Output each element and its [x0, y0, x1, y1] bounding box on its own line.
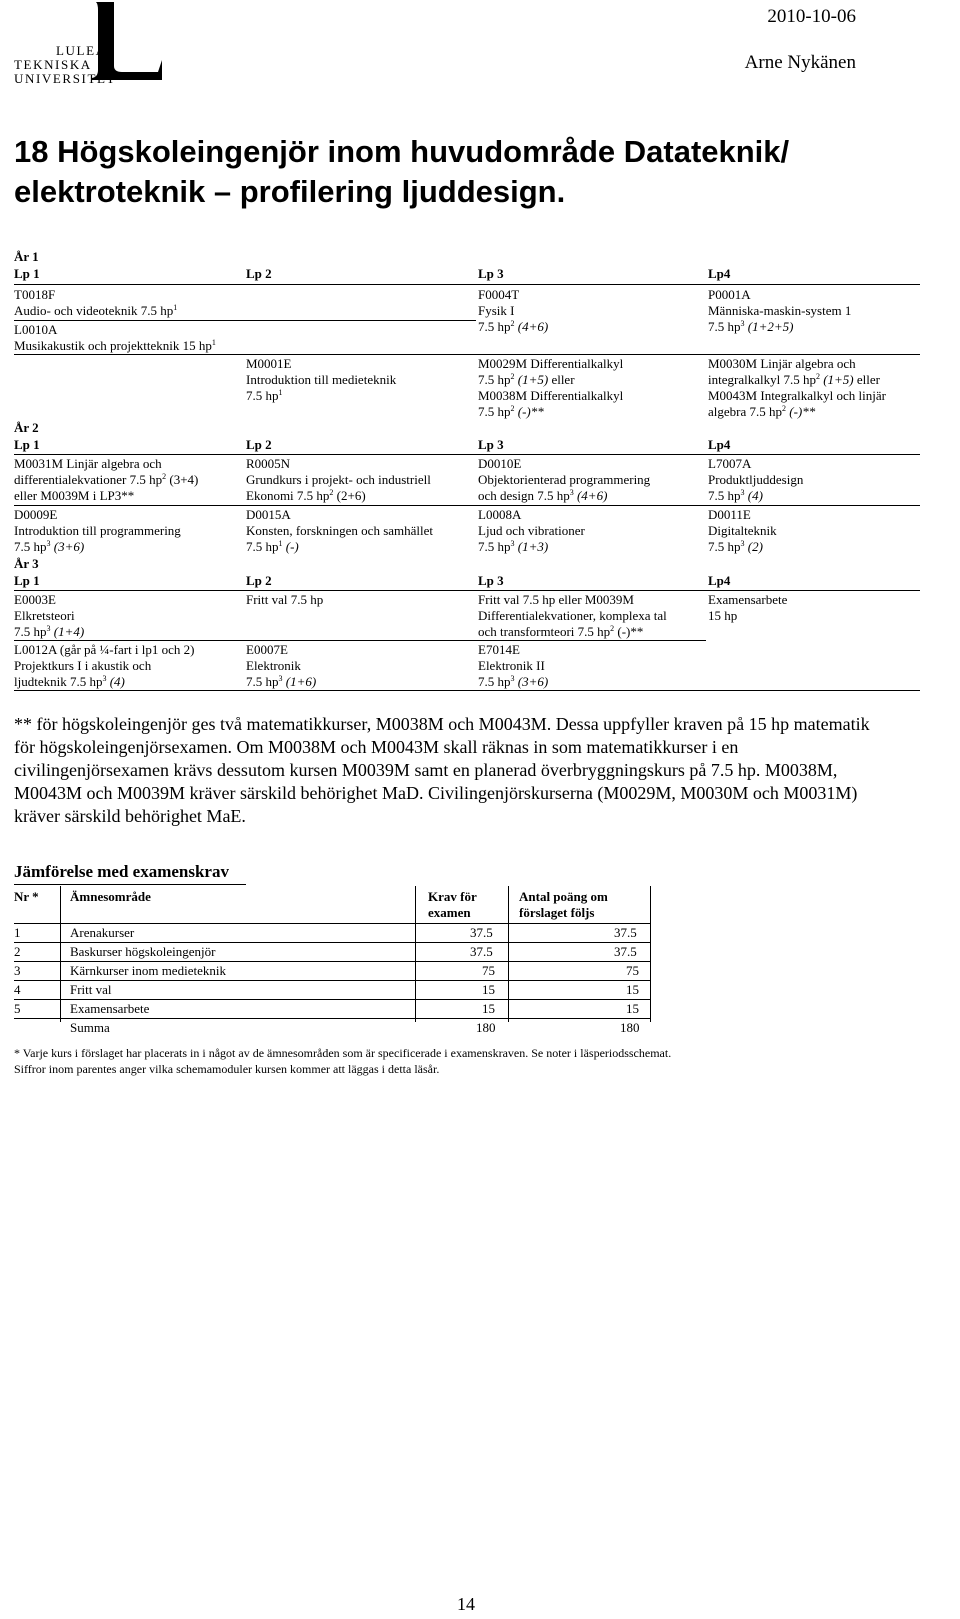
course-code: D0011E [708, 507, 751, 522]
title-underline [14, 884, 246, 885]
course-name: Introduktion till programmering [14, 523, 181, 538]
table-cell-pts: 15 [626, 982, 639, 997]
table-vrule [415, 886, 416, 1022]
year2-header-rule [14, 454, 920, 455]
table-cell-area: Arenakurser [70, 925, 135, 940]
course-name: M0029M Differentialkalkyl [478, 356, 624, 371]
course-name: Fritt val 7.5 hp [246, 592, 324, 607]
col-header-nr: Nr * [14, 889, 39, 904]
course-code: M0001E [246, 356, 292, 371]
year3-label: År 3 [14, 556, 39, 571]
year3-lp4: Lp4 [708, 573, 731, 588]
logo-text-universitet: UNIVERSITET [14, 71, 117, 86]
course-alt: eller M0039M i LP3** [14, 488, 135, 503]
course-credits: 7.5 $hp^3$ (1+6) [246, 674, 317, 689]
course-credits: 7.5 $hp^1$ [246, 388, 283, 403]
course-name: Konsten, forskningen och samhället [246, 523, 434, 538]
header-author: Arne Nykänen [744, 52, 856, 73]
course-credits: integralkalkyl 7.5 $hp^2$ (1+5) eller [708, 372, 880, 387]
year3-lp1: Lp 1 [14, 573, 40, 588]
table-cell-area: Baskurser högskoleingenjör [70, 944, 216, 959]
year3-lp3: Lp 3 [478, 573, 504, 588]
col-header-pts-2: förslaget följs [519, 905, 595, 920]
course-credits: Ekonomi 7.5 $hp^2$ (2+6) [246, 488, 366, 503]
cell-rule [14, 320, 476, 321]
course-credits: 7.5 $hp^3$ (3+6) [14, 539, 85, 554]
schedule-bottom-rule [14, 690, 920, 691]
course-name: Människa-maskin-system 1 [708, 303, 852, 318]
course-name: Projektkurs I i akustik och [14, 658, 152, 673]
course-name: Fritt val 7.5 hp eller M0039M [478, 592, 634, 607]
course-credits: 7.5 $hp^3$ (1+2+5) [708, 319, 794, 334]
course-code: E0003E [14, 592, 56, 607]
course-name: L0012A (går på ¼-fart i lp1 och 2) [14, 642, 195, 657]
course-credits: 7.5 $hp^3$ (1+4) [14, 624, 85, 639]
table-cell-req: 37.5 [470, 925, 493, 940]
page-title: 18 Högskoleingenjör inom huvudområde Datateknik/ elektroteknik – profilering ljuddesign. [14, 134, 790, 209]
table-cell-pts: 15 [626, 1001, 639, 1016]
logo-text-tekniska: TEKNISKA [14, 57, 92, 72]
course-code: D0015A [246, 507, 291, 522]
table-rule [14, 923, 650, 924]
course-credits: 7.5 $hp^2$ (4+6) [478, 319, 549, 334]
course-name: Elektronik II [478, 658, 545, 673]
course-credits: 7.5 $hp^1$ (-) [246, 539, 299, 554]
year1-lp1: Lp 1 [14, 266, 40, 281]
course-credits: ljudteknik 7.5 $hp^3$ (4) [14, 674, 125, 689]
table-cell-nr: 2 [14, 944, 21, 959]
col-header-area: Ämnesområde [70, 889, 151, 904]
table-cell-req: 75 [482, 963, 495, 978]
table-cell-pts: 37.5 [614, 925, 637, 940]
table-cell-area: Examensarbete [70, 1001, 150, 1016]
course-code: L7007A [708, 456, 752, 471]
table-cell-area: Fritt val [70, 982, 112, 997]
course-name: M0038M Differentialkalkyl [478, 388, 624, 403]
math-note: ** för högskoleingenjör ges två matematikkurser, M0038M och M0043M. Dessa uppfyller kraven på 15 hp matematik för högskoleingenjörsexamen. Om M0038M och M0043M skall räknas in som matematikkurser i en civilingenjörsexamen krävs dessutom kursen M0039M samt en planerad överbryggningskurs på 7.5 hp. M0038M, M0043M och M0039M kräver särskild behörighet MaD. Civilingenjörskurserna (M0029M, M0030M och M0031M) kräver särskild behörighet MaE. [14, 714, 870, 826]
course-name: Introduktion till medieteknik [246, 372, 397, 387]
footnote-2: Siffror inom parentes anger vilka schemamoduler kursen kommer att läggas i detta läsår. [14, 1062, 440, 1076]
course-name: Digitalteknik [708, 523, 777, 538]
year1-lp3: Lp 3 [478, 266, 504, 281]
table-cell-pts: 75 [626, 963, 639, 978]
course-name: M0030M Linjär algebra och [708, 356, 856, 371]
table-cell-req: 15 [482, 1001, 495, 1016]
row-rule [14, 354, 920, 355]
course-name: Objektorienterad programmering [478, 472, 651, 487]
footnotes [14, 1045, 914, 1077]
university-logo-l-icon [92, 2, 162, 80]
course-credits: algebra 7.5 $hp^2$ (-)** [708, 404, 816, 419]
course-name: Elkretsteori [14, 608, 75, 623]
table-cell-nr: 1 [14, 925, 21, 940]
course-credits: 7.5 $hp^2$ (-)** [478, 404, 544, 419]
comparison-title: Jämförelse med examenskrav [14, 862, 229, 881]
year1-lp4: Lp4 [708, 266, 731, 281]
year2-label: År 2 [14, 420, 39, 435]
table-sum-req: 180 [476, 1020, 496, 1035]
course-name: Produktljuddesign [708, 472, 804, 487]
year1-lp2: Lp 2 [246, 266, 272, 281]
course-credits: differentialekvationer 7.5 $hp^2$ (3+4) [14, 472, 199, 487]
table-rule [14, 942, 650, 943]
table-cell-nr: 5 [14, 1001, 21, 1016]
table-cell-nr: 4 [14, 982, 21, 997]
course-name: M0031M Linjär algebra och [14, 456, 162, 471]
course-code: R0005N [246, 456, 291, 471]
course-code: P0001A [708, 287, 751, 302]
row-rule [14, 640, 706, 641]
row-rule [14, 505, 920, 506]
course-code: L0008A [478, 507, 522, 522]
col-header-req-1: Krav för [428, 889, 477, 904]
course-code: E0007E [246, 642, 288, 657]
table-rule [14, 980, 650, 981]
course-code: D0009E [14, 507, 58, 522]
course-code: F0004T [478, 287, 520, 302]
course-code: D0010E [478, 456, 522, 471]
year2-lp1: Lp 1 [14, 437, 40, 452]
footnote-1: * Varje kurs i förslaget har placerats in i något av de ämnesområden som är specificerade i examenskraven. Se noter i läsperiodsschemat. [14, 1046, 672, 1060]
course-name: Audio- och videoteknik 7.5 $hp^1$ [14, 303, 178, 318]
course-code: L0010A [14, 322, 58, 337]
course-name: M0043M Integralkalkyl och linjär [708, 388, 886, 403]
year3-header-rule [14, 590, 920, 591]
table-cell-req: 37.5 [470, 944, 493, 959]
course-credits: 7.5 $hp^2$ (1+5) eller [478, 372, 575, 387]
page-number: 14 [457, 1594, 475, 1614]
header-date: 2010-10-06 [767, 6, 856, 27]
year2-lp2: Lp 2 [246, 437, 272, 452]
course-credits: 7.5 $hp^3$ (3+6) [478, 674, 549, 689]
course-credits: 7.5 $hp^3$ (4) [708, 488, 763, 503]
course-name: Fysik I [478, 303, 515, 318]
course-name: Musikakustik och projektteknik 15 $hp^1$ [14, 338, 216, 353]
year2-lp4: Lp4 [708, 437, 731, 452]
course-name: Differentialekvationer, komplexa tal [478, 608, 667, 623]
course-credits: 15 hp [708, 608, 738, 623]
table-sum-label: Summa [70, 1020, 110, 1035]
table-rule [14, 961, 650, 962]
course-credits: 7.5 $hp^3$ (2) [708, 539, 763, 554]
logo-text-lulea: LULEÅ [56, 43, 107, 58]
table-vrule [650, 886, 651, 1022]
course-code: T0018F [14, 287, 56, 302]
year1-label: År 1 [14, 249, 39, 264]
table-vrule [60, 886, 61, 1022]
table-cell-area: Kärnkurser inom medieteknik [70, 963, 226, 978]
course-name: Ljud och vibrationer [478, 523, 585, 538]
course-name: Examensarbete [708, 592, 788, 607]
table-cell-pts: 37.5 [614, 944, 637, 959]
course-credits: och design 7.5 $hp^3$ (4+6) [478, 488, 608, 503]
col-header-req-2: examen [428, 905, 471, 920]
table-cell-nr: 3 [14, 963, 21, 978]
table-rule [14, 1018, 650, 1019]
table-rule [14, 999, 650, 1000]
table-vrule [508, 886, 509, 1022]
year3-lp2: Lp 2 [246, 573, 272, 588]
course-name: Grundkurs i projekt- och industriell [246, 472, 431, 487]
course-credits: och transformteori 7.5 $hp^2$ (-)** [478, 624, 644, 639]
table-sum-pts: 180 [620, 1020, 640, 1035]
table-cell-req: 15 [482, 982, 495, 997]
col-header-pts-1: Antal poäng om [519, 889, 608, 904]
year2-lp3: Lp 3 [478, 437, 504, 452]
year1-header-rule [14, 284, 920, 285]
course-credits: 7.5 $hp^3$ (1+3) [478, 539, 549, 554]
course-code: E7014E [478, 642, 520, 657]
course-name: Elektronik [246, 658, 301, 673]
